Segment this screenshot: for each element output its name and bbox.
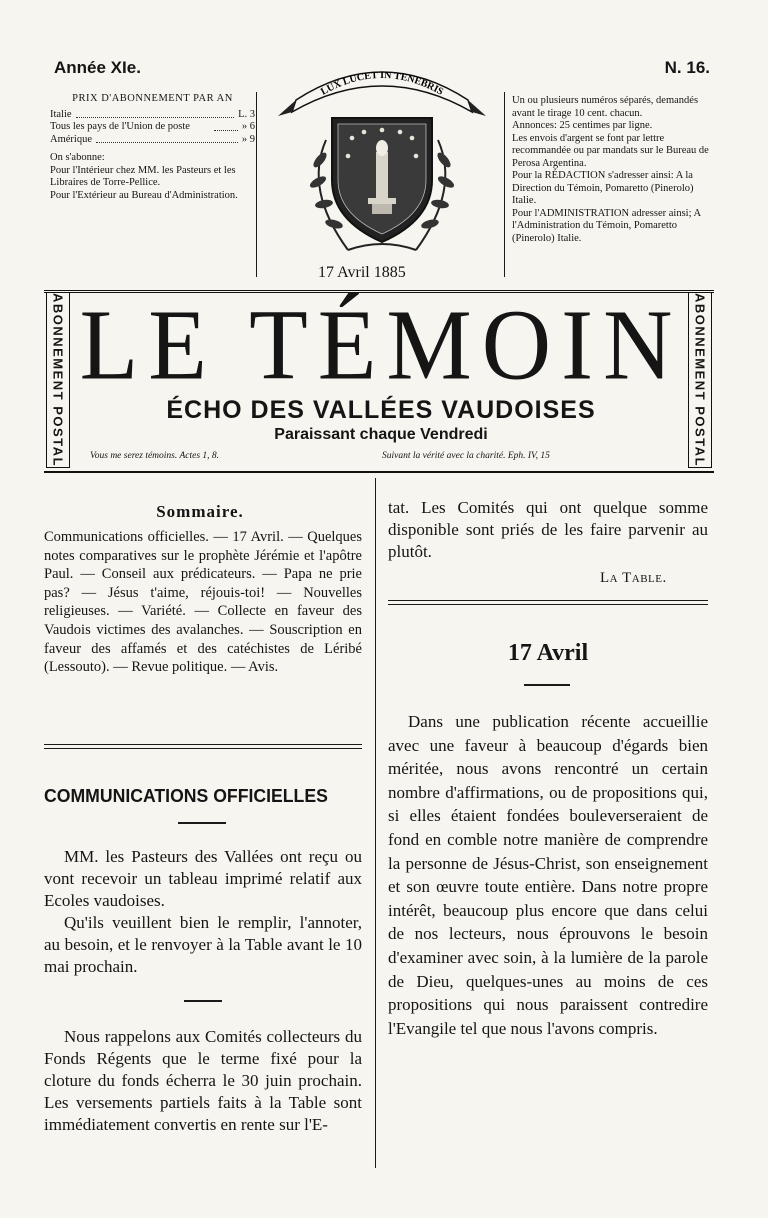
right-rule-1 <box>388 600 708 601</box>
issue-date: 17 Avril 1885 <box>318 264 406 281</box>
avril-dash <box>524 684 570 686</box>
info-single-numbers: Un ou plusieurs numéros séparés, demandés avant le tirage 10 cent. chacun. <box>512 95 699 119</box>
sommaire-body: Communications officielles. — 17 Avril. — Quelques notes comparatives sur le prophète Jérémie et l'apôtre Paul. — Conseil aux prédicateurs. — Papa ne prie pas? — Jésus t'aime, réjouis-toi! — Nouvelles religieuses. — Variété. — Collecte en faveur des Vaudois victimes des avalanches. — Souscription en faveur des affamés et des catéchistes de Léribé (Lessouto). — Revue politique. — Avis. <box>44 529 362 676</box>
avril-body: Dans une publication récente accueillie avec une faveur à beaucoup d'égards bien méritée, nous avons rencontré un certain nombre d'affirmations, ou de propositions qui, si elles étaient fondées bouleverseraient de fond en comble notre manière de comprendre la personne de Jésus-Christ, son enseignement et son œuvre toute entière. Dans notre propre intérêt, beaucoup plus encore que dans celui de nos lecteurs, nous éprouvons le besoin d'examiner avec soin, à la lumière de la parole de Dieu, quelques-unes au moins de ces propositions qui nous paraissent contredire l'Evangile tel que nous l'avons compris. <box>388 712 708 1038</box>
masthead-periodicity: Paraissant chaque Vendredi <box>274 426 488 443</box>
subscription-box <box>50 93 255 275</box>
waldensian-emblem <box>268 60 496 265</box>
info-administration: Pour l'ADMINISTRATION adresser ainsi; A l'Administration du Témoin, Pomaretto (Pinerolo) Italie. <box>512 207 701 244</box>
info-envois: Les envois d'argent se font par lettre recommandée ou par mandats sur le Bureau de Perosa Argentina. <box>512 132 709 169</box>
right-box-rule <box>504 92 505 277</box>
emblem-motto: LUX LUCET IN TENEBRIS <box>319 69 445 98</box>
sommaire-rule-1 <box>44 744 362 745</box>
issue-number: N. 16. <box>664 58 710 77</box>
section-dash <box>184 1000 222 1002</box>
column-rule <box>375 478 376 1168</box>
postal-band-right: ABONNEMENT POSTAL <box>688 292 712 468</box>
right-rule-2 <box>388 604 708 605</box>
subscribe-label: On s'abonne: <box>50 152 105 163</box>
continuation-text: tat. Les Comités qui ont quelque somme disponible sont priés de les faire parvenir au plutôt. <box>388 498 708 561</box>
info-box <box>512 95 717 280</box>
avril-heading: 17 Avril <box>507 640 589 666</box>
sommaire-title: Sommaire. <box>156 502 244 521</box>
info-annonces: Annonces: 25 centimes par ligne. <box>512 120 653 131</box>
masthead-title: LE TÉMOIN <box>79 288 683 401</box>
price-row-amerique: Amérique » 9 <box>50 133 255 145</box>
price-row-union: Tous les pays de l'Union de poste » 6 <box>50 121 255 132</box>
left-box-rule <box>256 92 257 277</box>
subscribe-interior: Pour l'Intérieur chez MM. les Pasteurs et les Libraires de Torre-Pellice. <box>50 164 236 188</box>
communications-paragraph-1: MM. les Pasteurs des Vallées ont reçu ou vont recevoir un tableau imprimé relatif aux Ecoles vaudoises. <box>44 847 362 910</box>
price-row-italie: Italie L. 3 <box>50 108 255 120</box>
info-redaction: Pour la RÉDACTION s'adresser ainsi: A la Direction du Témoin, Pomaretto (Pinerolo) Italie. <box>512 170 694 206</box>
subscribe-exterior: Pour l'Extérieur au Bureau d'Administration. <box>50 189 238 201</box>
subscription-title: PRIX D'ABONNEMENT PAR AN <box>72 93 233 104</box>
heading-dash <box>178 822 226 824</box>
sommaire-rule-2 <box>44 748 362 749</box>
communications-paragraph-3: Nous rappelons aux Comités collecteurs du Fonds Régents que le terme fixé pour la cloture du fonds écherra le 30 juin prochain. Les versements partiels faits à la Table sont immédiatement convertis en rente sur l'E- <box>44 1027 362 1134</box>
communications-paragraph-2: Qu'ils veuillent bien le remplir, l'annoter, au besoin, et le renvoyer à la Table avant le 10 mai prochain. <box>44 913 362 976</box>
signoff: La Table. <box>600 570 667 586</box>
masthead-quote-right: Suivant la vérité avec la charité. Eph. IV, 15 <box>382 451 550 461</box>
masthead-subtitle: ÉCHO DES VALLÉES VAUDOISES <box>166 396 596 424</box>
communications-heading: COMMUNICATIONS OFFICIELLES <box>44 786 328 806</box>
masthead-quote-left: Vous me serez témoins. Actes 1, 8. <box>90 451 220 461</box>
postal-band-left: ABONNEMENT POSTAL <box>46 292 70 468</box>
year-label: Année XIe. <box>54 58 141 77</box>
